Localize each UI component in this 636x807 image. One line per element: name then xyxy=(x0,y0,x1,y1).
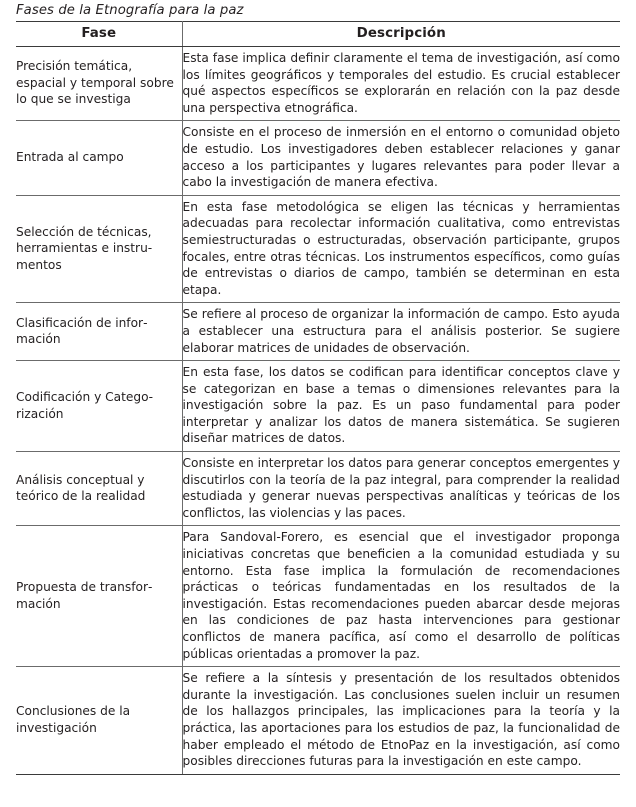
phase-name: Codificación y Categorización xyxy=(16,389,154,421)
table-row xyxy=(16,361,620,452)
cell-fase xyxy=(16,303,182,361)
cell-fase xyxy=(16,667,182,775)
table-head xyxy=(16,22,620,47)
phase-description: En esta fase, los datos se codifican para identificar conceptos clave y se categorizan en base a temas o dimensiones relevantes para la investigación sobre la paz. Es un paso fundamental para poder interpretar y analizar los datos de manera sistemática. Se sugieren diseñar matrices de datos. xyxy=(182,365,620,446)
cell-descripcion xyxy=(182,195,620,303)
table-row xyxy=(16,667,620,775)
phase-name: Conclusiones de la investigación xyxy=(16,704,131,735)
cell-descripcion xyxy=(182,526,620,667)
table-row xyxy=(16,452,620,526)
cell-descripcion xyxy=(182,121,620,195)
cell-fase xyxy=(16,526,182,667)
table-row xyxy=(16,121,620,195)
phase-name: Precisión temática, espacial y temporal sobre lo que se investiga xyxy=(16,59,174,107)
phase-description: Esta fase implica definir claramente el tema de investigación, así como los límites geográficos y temporales del estudio. Es crucial establecer qué aspectos específicos se explorarán en relación con la paz desde una perspectiva etnográfica. xyxy=(182,51,620,115)
phase-name: Clasificación de información xyxy=(16,315,148,347)
phase-name: Análisis conceptual y teórico de la realidad xyxy=(16,472,146,504)
phase-description: Se refiere al proceso de organizar la información de campo. Esto ayuda a establecer una estructura para el análisis posterior. Se sugiere elaborar matrices de unidades de observación. xyxy=(182,307,620,355)
phase-description: Consiste en el proceso de inmersión en el entorno o comunidad objeto de estudio. Los investigadores deben establecer relaciones y ganar acceso a los participantes y lugares relevantes para poder llevar a cabo la investigación de manera efectiva. xyxy=(182,125,620,190)
table-row xyxy=(16,303,620,361)
phase-description: En esta fase metodológica se eligen las técnicas y herramientas adecuadas para recolectar información cualitativa, como entrevistas semiestructuradas o estructuradas, observación participante, grupos focales, entre otras técnicas. Los instrumentos específicos, como guías de entrevistas o diarios de campo, también se determinan en esta etapa. xyxy=(182,199,620,297)
phases-table xyxy=(16,21,620,775)
table-row xyxy=(16,47,620,121)
table-header-row xyxy=(16,22,620,47)
phase-name: Propuesta de transformación xyxy=(16,580,153,611)
cell-descripcion xyxy=(182,452,620,526)
cell-fase xyxy=(16,121,182,195)
table-row xyxy=(16,195,620,303)
phase-name: Selección de técnicas, herramientas e instrumentos xyxy=(16,224,153,272)
table-body xyxy=(16,47,620,775)
cell-fase xyxy=(16,47,182,121)
table-row xyxy=(16,526,620,667)
cell-descripcion xyxy=(182,303,620,361)
cell-fase xyxy=(16,452,182,526)
cell-fase xyxy=(16,195,182,303)
phase-description: Se refiere a la síntesis y presentación de los resultados obtenidos durante la investigación. Las conclusiones suelen incluir un resumen de los hallazgos principales, las implicaciones para la teoría y la práctica, las aportaciones para los estudios de paz, la funcionalidad de haber empleado el método de EtnoPaz en la investigación, así como posibles direcciones futuras para la investigación en este campo. xyxy=(182,671,620,769)
cell-descripcion xyxy=(182,47,620,121)
cell-fase xyxy=(16,361,182,452)
cell-descripcion xyxy=(182,361,620,452)
column-header-descripcion: Descripción xyxy=(182,22,620,47)
table-caption: Fases de la Etnografía para la paz xyxy=(16,3,244,18)
phase-description: Consiste en interpretar los datos para generar conceptos emergentes y discutirlos con la teoría de la paz integral, para comprender la realidad estudiada y generar nuevas perspectivas analíticas y teóricas de los conflictos, las violencias y las paces. xyxy=(182,456,620,520)
column-header-fase: Fase xyxy=(16,22,182,47)
phase-name: Entrada al campo xyxy=(16,150,124,165)
cell-descripcion xyxy=(182,667,620,775)
phase-description: Para Sandoval-Forero, es esencial que el investigador proponga iniciativas concretas que beneficien a la comunidad estudiada y su entorno. Esta fase implica la formulación de recomendaciones prácticas o teóricas fundamentadas en los resultados de la investigación. Estas recomendaciones pueden abarcar desde mejoras en las condiciones de paz hasta intervenciones para gestionar conflictos de manera pacífica, así como el desarrollo de políticas públicas orientadas a promover la paz. xyxy=(182,530,620,661)
